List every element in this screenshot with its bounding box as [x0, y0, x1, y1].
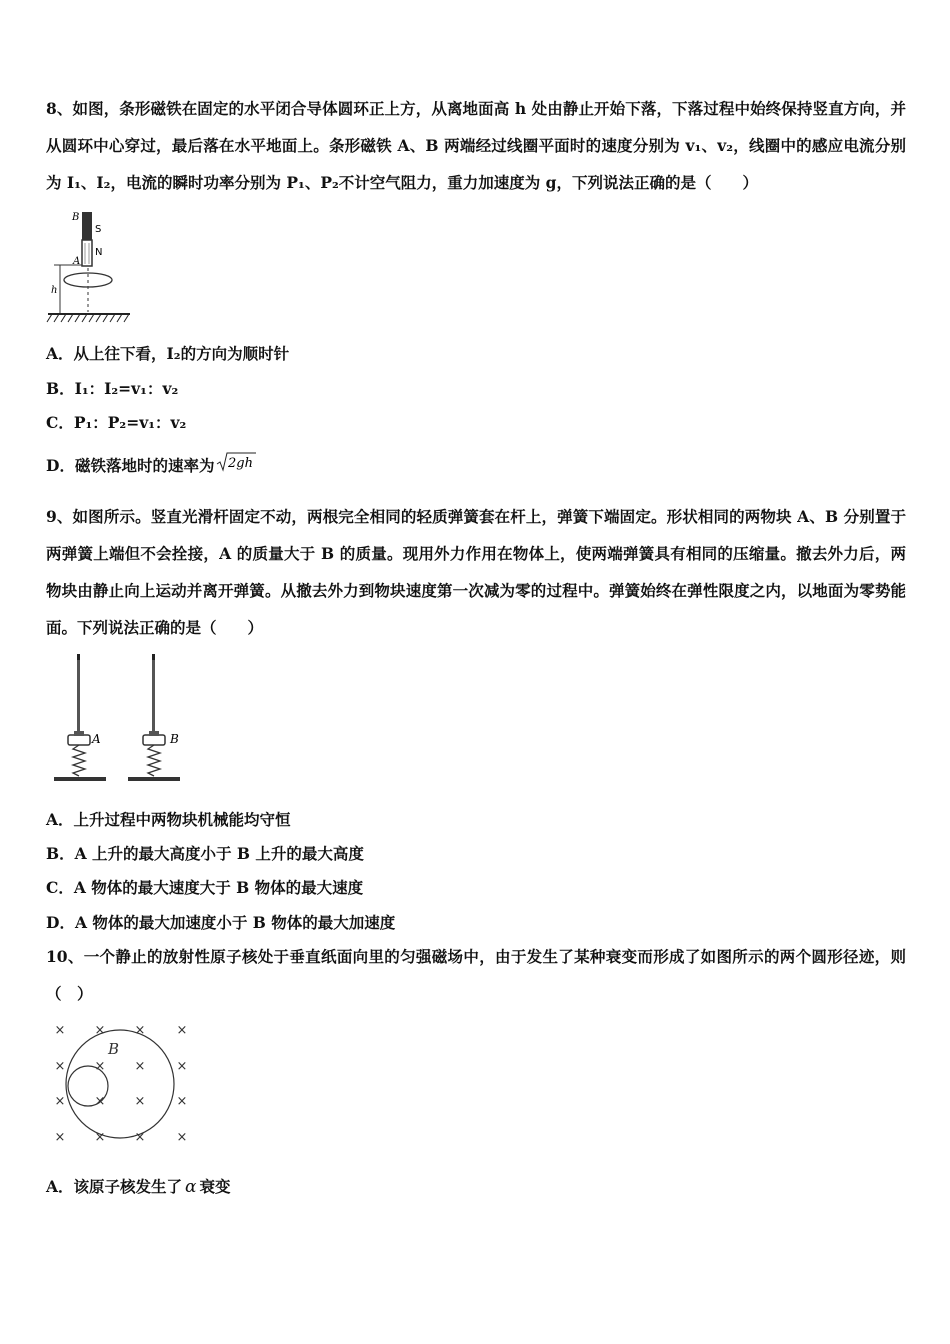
q8-stem: 8、如图，条形磁铁在固定的水平闭合导体圆环正上方，从离地面高 h 处由静止开始下落，下落过程中始终保持竖直方向，并从圆环中心穿过，最后落在水平地面上。条形磁铁 A、B 两端经过线圈平面时的速度分别为 v₁、v₂，线圈中的感应电流分别为 I₁、I₂，电流的瞬时功率分别为 P₁、P₂不计空气阻力，重力加速度为 g，下列说法正确的是（ ） — [46, 99, 906, 192]
svg-text:×: × — [134, 1059, 146, 1074]
svg-text:×: × — [134, 1023, 146, 1038]
label-block-a: A — [92, 732, 101, 746]
spring-a — [73, 745, 85, 776]
label-block-b: B — [170, 732, 179, 746]
block-b — [143, 731, 165, 745]
base-a — [54, 777, 106, 781]
q8-option-c: C．P₁：P₂=v₁：v₂ — [46, 413, 187, 432]
svg-text:×: × — [94, 1059, 106, 1074]
sqrt-radicand: 2gh — [228, 456, 254, 471]
base-b — [128, 777, 180, 781]
label-field-b: B — [108, 1040, 120, 1058]
q10-stem: 10、一个静止的放射性原子核处于垂直纸面向里的匀强磁场中，由于发生了某种衰变而形成了如图所示的两个圆形径迹，则（ ） — [46, 947, 906, 1003]
sqrt-formula — [216, 451, 256, 478]
rod-b — [152, 654, 155, 734]
svg-text:×: × — [94, 1130, 106, 1145]
spring-b — [148, 745, 160, 776]
q8-option-a: A．从上往下看，I₂的方向为顺时针 — [46, 344, 290, 363]
q10-option-a-suffix: 衰变 — [199, 1177, 231, 1196]
svg-text:×: × — [54, 1023, 66, 1038]
svg-text:×: × — [176, 1023, 188, 1038]
svg-text:×: × — [134, 1094, 146, 1109]
svg-text:×: × — [176, 1130, 188, 1145]
label-n: N — [95, 247, 103, 258]
svg-text:×: × — [54, 1094, 66, 1109]
q9-option-a: A．上升过程中两物块机械能均守恒 — [46, 810, 291, 829]
q8-magnet-ring-figure — [44, 208, 136, 326]
label-s: S — [95, 224, 102, 235]
alpha-symbol: α — [185, 1177, 197, 1197]
svg-text:×: × — [94, 1023, 106, 1038]
label-h: h — [51, 285, 58, 296]
svg-text:×: × — [54, 1059, 66, 1074]
q8-option-b: B．I₁：I₂=v₁：v₂ — [46, 379, 179, 398]
q10-magnetic-field-figure — [46, 1016, 196, 1146]
q9-stem: 9、如图所示。竖直光滑杆固定不动，两根完全相同的轻质弹簧套在杆上，弹簧下端固定。形状相同的两物块 A、B 分别置于两弹簧上端但不会拴接，A 的质量大于 B 的质量。现用外力作用在物体上，使两端弹簧具有相同的压缩量。撤去外力后，两物块由静止向上运动并离开弹簧。从撤去外力到物块速度第一次减为零的过程中。弹簧始终在弹性限度之内，以地面为零势能面。下列说法正确的是（ ） — [46, 507, 906, 637]
q9-option-d: D．A 物体的最大加速度小于 B 物体的最大加速度 — [46, 913, 396, 932]
small-track-circle — [68, 1066, 108, 1106]
svg-text:×: × — [54, 1130, 66, 1145]
svg-text:×: × — [176, 1094, 188, 1109]
q9-option-c: C．A 物体的最大速度大于 B 物体的最大速度 — [46, 878, 364, 897]
svg-text:×: × — [94, 1094, 106, 1109]
rod-a — [77, 654, 80, 734]
label-a: A — [73, 256, 81, 267]
field-crosses — [55, 1023, 188, 1145]
q10-option-a — [46, 1177, 906, 1197]
q8-option-d — [46, 451, 906, 478]
svg-text:×: × — [176, 1059, 188, 1074]
q10-option-a-text: A．该原子核发生了 — [46, 1177, 183, 1196]
large-track-circle — [66, 1030, 174, 1138]
q9-option-b: B．A 上升的最大高度小于 B 上升的最大高度 — [46, 844, 364, 863]
block-a — [68, 731, 90, 745]
q9-springs-figure — [46, 650, 194, 790]
bar-magnet — [82, 212, 92, 266]
label-b: B — [72, 212, 80, 223]
q8-option-d-text: D．磁铁落地时的速率为 — [46, 456, 215, 475]
svg-text:×: × — [134, 1130, 146, 1145]
ground-hatch — [47, 314, 129, 322]
